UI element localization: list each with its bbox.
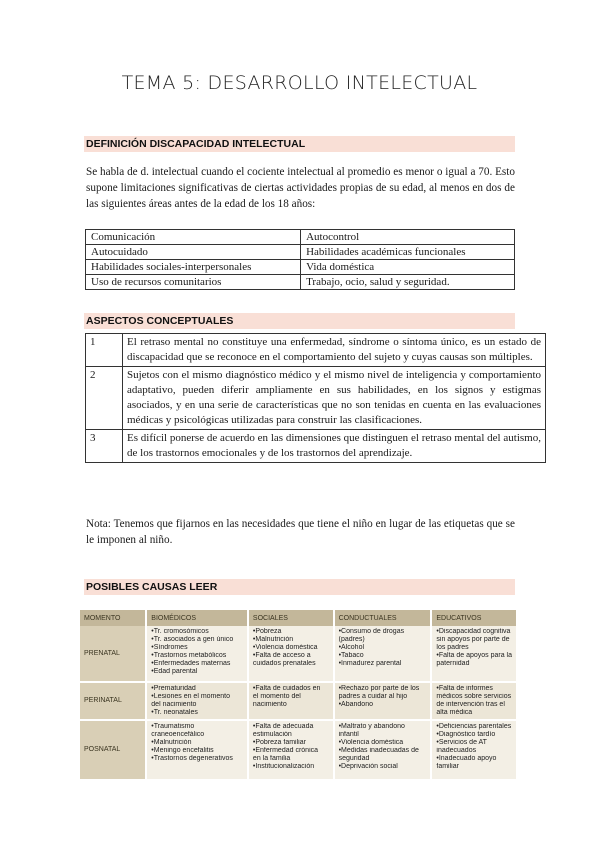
cell-line: •Violencia doméstica [252,644,318,651]
row-text: Es difícil ponerse de acuerdo en las dimensiones que distinguen el retraso mental del autismo, de los trastornos emocionales y de los trastornos del aprendizaje. [123,430,546,463]
column-header: EDUCATIVOS [431,610,517,626]
cell-line: familiar [436,763,459,770]
cell-line: •Falta de cuidados en [252,685,321,692]
table-row [86,430,546,463]
cell-line: •Trastornos degenerativos [151,755,233,762]
causas-table [80,610,518,781]
table-cell [334,720,432,780]
cell-line: •Falta de adecuada [252,723,314,730]
row-number: 1 [86,334,123,367]
cell-line: inadecuados [436,747,477,754]
cell-line: (padres) [338,636,365,643]
cell-line: •Prematuridad [151,685,196,692]
definicion-text: Se habla de d. intelectual cuando el cociente intelectual al promedio es menor o igual a 70. Esto supone limitaciones significativas de ciertas actividades propias de su edad, al menos en dos de las siguientes áreas antes de la edad de los 18 años: [86,166,515,210]
table-cell [248,720,334,780]
table-cell [146,626,248,682]
cell-line: •Consumo de drogas [338,628,405,635]
row-label: PERINATAL [80,682,146,720]
cell-line: •Pobreza familiar [252,739,306,746]
row-label: POSNATAL [80,720,146,780]
cell-line: •Alcohol [338,644,365,651]
cell-line: cuidados prenatales [252,660,316,667]
aspectos-table [85,333,546,463]
column-header: SOCIALES [248,610,334,626]
cell-line: •Institucionalización [252,763,315,770]
cell-line: •Tr. neonatales [151,709,198,716]
table-cell: Habilidades académicas funcionales [301,245,515,260]
cell-line: craneoencefálico [151,731,205,738]
cell-line: el momento del [252,693,301,700]
cell-line: los padres [436,644,469,651]
table-cell: Autocontrol [301,230,515,245]
table-cell [431,720,517,780]
cell-line: •Tr. cromosómicos [151,628,209,635]
table-row [86,230,515,245]
cell-line: •Síndromes [151,644,188,651]
table-cell [334,682,432,720]
cell-line: de intervención tras el [436,701,505,708]
table-cell: Trabajo, ocio, salud y seguridad. [301,275,515,290]
cell-line: •Diagnóstico tardío [436,731,496,738]
cell-line: •Meningo encefalitis [151,747,214,754]
cell-line: nacimiento [252,701,287,708]
cell-line: •Malnutrición [252,636,294,643]
cell-line: en la familia [252,755,291,762]
cell-line: •Discapacidad cognitiva [436,628,511,635]
table-cell: Uso de recursos comunitarios [86,275,301,290]
cell-line: •Trastornos metabólicos [151,652,227,659]
cell-line: •Medidas inadecuadas de [338,747,419,754]
row-number: 2 [86,367,123,430]
cell-line: alta médica [436,709,473,716]
cell-line: •Tr. asociados a gen único [151,636,234,643]
row-label: PRENATAL [80,626,146,682]
cell-line: •Violencia doméstica [338,739,404,746]
row-number: 3 [86,430,123,463]
cell-line: •Falta de apoyos para la [436,652,512,659]
table-cell [248,682,334,720]
cell-line: padres a cuidar al hijo [338,693,408,700]
table-row [86,260,515,275]
table-cell [146,720,248,780]
areas-table [85,229,515,290]
section-heading-definicion: DEFINICIÓN DISCAPACIDAD INTELECTUAL [84,136,515,152]
column-header: CONDUCTUALES [334,610,432,626]
table-cell [431,626,517,682]
cell-line: •Maltrato y abandono [338,723,405,730]
cell-line: •Inadecuado apoyo [436,755,497,762]
table-cell [146,682,248,720]
row-text: Sujetos con el mismo diagnóstico médico y el mismo nivel de inteligencia y comportamiento adaptativo, pueden diferir ampliamente en sus habilidades, en los signos y estigmas asociados, y en una serie de características que no son tenidas en cuenta en las evaluaciones médicas y psicológicas utilizadas para construir las clasificaciones. [123,367,546,430]
table-row [86,334,546,367]
cell-line: •Traumatismo [151,723,195,730]
cell-line: estimulación [252,731,292,738]
cell-line: •Pobreza [252,628,282,635]
cell-line: •Deprivación social [338,763,398,770]
table-cell [248,626,334,682]
cell-line: •Rechazo por parte de los [338,685,420,692]
section-heading-causas: POSIBLES CAUSAS LEER [84,579,515,595]
column-header: BIOMÉDICOS [146,610,248,626]
table-row [80,720,517,780]
table-cell: Habilidades sociales-interpersonales [86,260,301,275]
cell-line: médicos sobre servicios [436,693,512,700]
table-row [86,275,515,290]
column-header: MOMENTO [80,610,146,626]
cell-line: paternidad [436,660,470,667]
table-row [86,245,515,260]
cell-line: del nacimiento [151,701,197,708]
cell-line: •Falta de informes [436,685,493,692]
cell-line: •Inmadurez parental [338,660,402,667]
table-row [86,367,546,430]
cell-line: •Enfermedades maternas [151,660,231,667]
cell-line: •Tabaco [338,652,364,659]
table-row [80,626,517,682]
table-header-row [80,610,517,626]
cell-line: •Falta de acceso a [252,652,311,659]
cell-line: seguridad [338,755,370,762]
table-cell: Autocuidado [86,245,301,260]
row-text: El retraso mental no constituye una enfermedad, síndrome o síntoma único, es un estado de discapacidad que se reconoce en el comportamiento del sujeto y cuyas causas son múltiples. [123,334,546,367]
table-row [80,682,517,720]
cell-line: •Lesiones en el momento [151,693,231,700]
cell-line: infantil [338,731,359,738]
table-cell: Vida doméstica [301,260,515,275]
cell-line: sin apoyos por parte de [436,636,510,643]
cell-line: •Servicios de AT [436,739,487,746]
cell-line: •Abandono [338,701,373,708]
cell-line: •Edad parental [151,668,198,675]
table-cell: Comunicación [86,230,301,245]
cell-line: •Malnutrición [151,739,192,746]
section-heading-aspectos: ASPECTOS CONCEPTUALES [84,313,515,329]
nota-text: Nota: Tenemos que fijarnos en las necesidades que tiene el niño en lugar de las etiquetas que se le imponen al niño. [86,518,515,546]
cell-line: •Enfermedad crónica [252,747,319,754]
table-cell [431,682,517,720]
table-cell [334,626,432,682]
page-title: TEMA 5: DESARROLLO INTELECTUAL [121,72,478,94]
cell-line: •Deficiencias parentales [436,723,512,730]
